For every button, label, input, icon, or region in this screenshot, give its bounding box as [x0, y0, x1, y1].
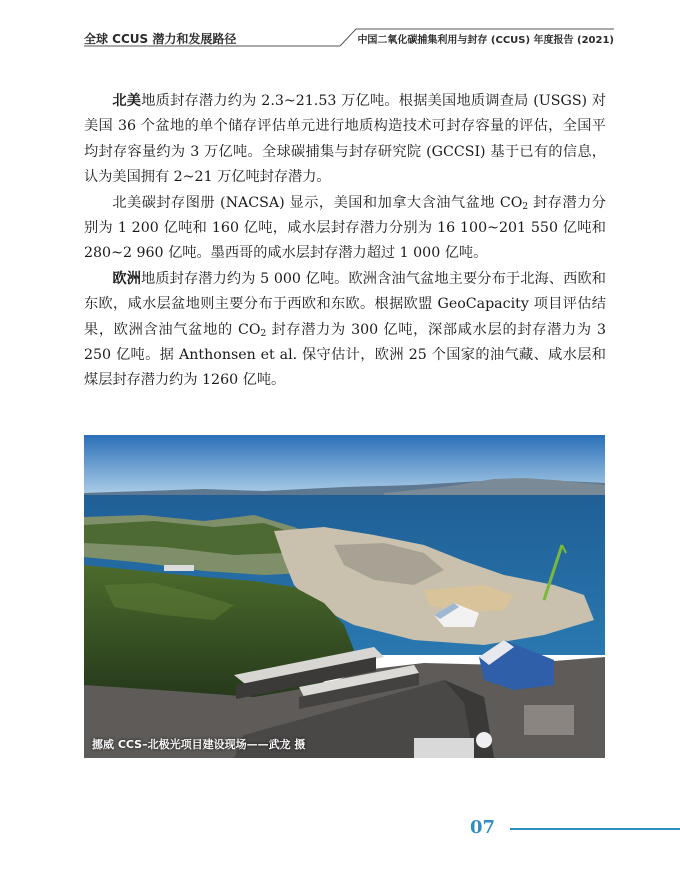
- page-number-rule: [510, 828, 680, 830]
- paragraph-nacsa: [84, 191, 606, 267]
- subscript-2: 2: [522, 201, 529, 212]
- photo-caption: 挪威 CCS–北极光项目建设现场——武龙 摄: [92, 738, 306, 751]
- running-header: [84, 26, 614, 48]
- lead-europe: 欧洲: [112, 270, 142, 287]
- paragraph-text: 地质封存潜力约为 2.3~21.53 万亿吨。根据美国地质调查局 (USGS) 对美国 36 个盆地的单个储存评估单元进行地质构造技术可封存容量的评估，全国平均封存容量约为 3 万亿吨。全球碳捕集与封存研究院 (GCCSI) 基于已有的信息，认为美国拥有 2~21 万亿吨封存潜力。: [84, 93, 606, 186]
- body-text: [84, 89, 606, 394]
- site-photo: [84, 435, 605, 758]
- paragraph-text: 地质封存潜力约为 5 000 亿吨。欧洲含油气盆地主要分布于北海、西欧和东欧，咸水层盆地则主要分布于西欧和东欧。根据欧盟 GeoCapacity 项目评估结果，欧洲含油气盆地的 CO: [84, 270, 606, 338]
- paragraph-text: 封存潜力分别为 1 200 亿吨和 160 亿吨，咸水层封存潜力分别为 16 100~201 550 亿吨和 280~2 960 亿吨。墨西哥的咸水层封存潜力超过 1 000 亿吨。: [84, 194, 606, 262]
- aerial-photo-illustration: [84, 435, 605, 758]
- page-number: 07: [470, 817, 496, 838]
- header-report-title: 中国二氧化碳捕集利用与封存 (CCUS) 年度报告 (2021): [357, 35, 614, 46]
- paragraph-europe: [84, 267, 606, 394]
- lead-north-america: 北美: [112, 93, 142, 109]
- paragraph-text: 北美碳封存图册 (NACSA) 显示，美国和加拿大含油气盆地 CO: [112, 194, 523, 211]
- header-section-title: 全球 CCUS 潜力和发展路径: [84, 32, 237, 46]
- paragraph-north-america: [84, 89, 606, 191]
- subscript-2: 2: [260, 328, 267, 339]
- paragraph-text: 封存潜力为 300 亿吨，深部咸水层的封存潜力为 3 250 亿吨。据 Anthonsen et al. 保守估计，欧洲 25 个国家的油气藏、咸水层和煤层封存潜力约为 1260 亿吨。: [84, 321, 606, 389]
